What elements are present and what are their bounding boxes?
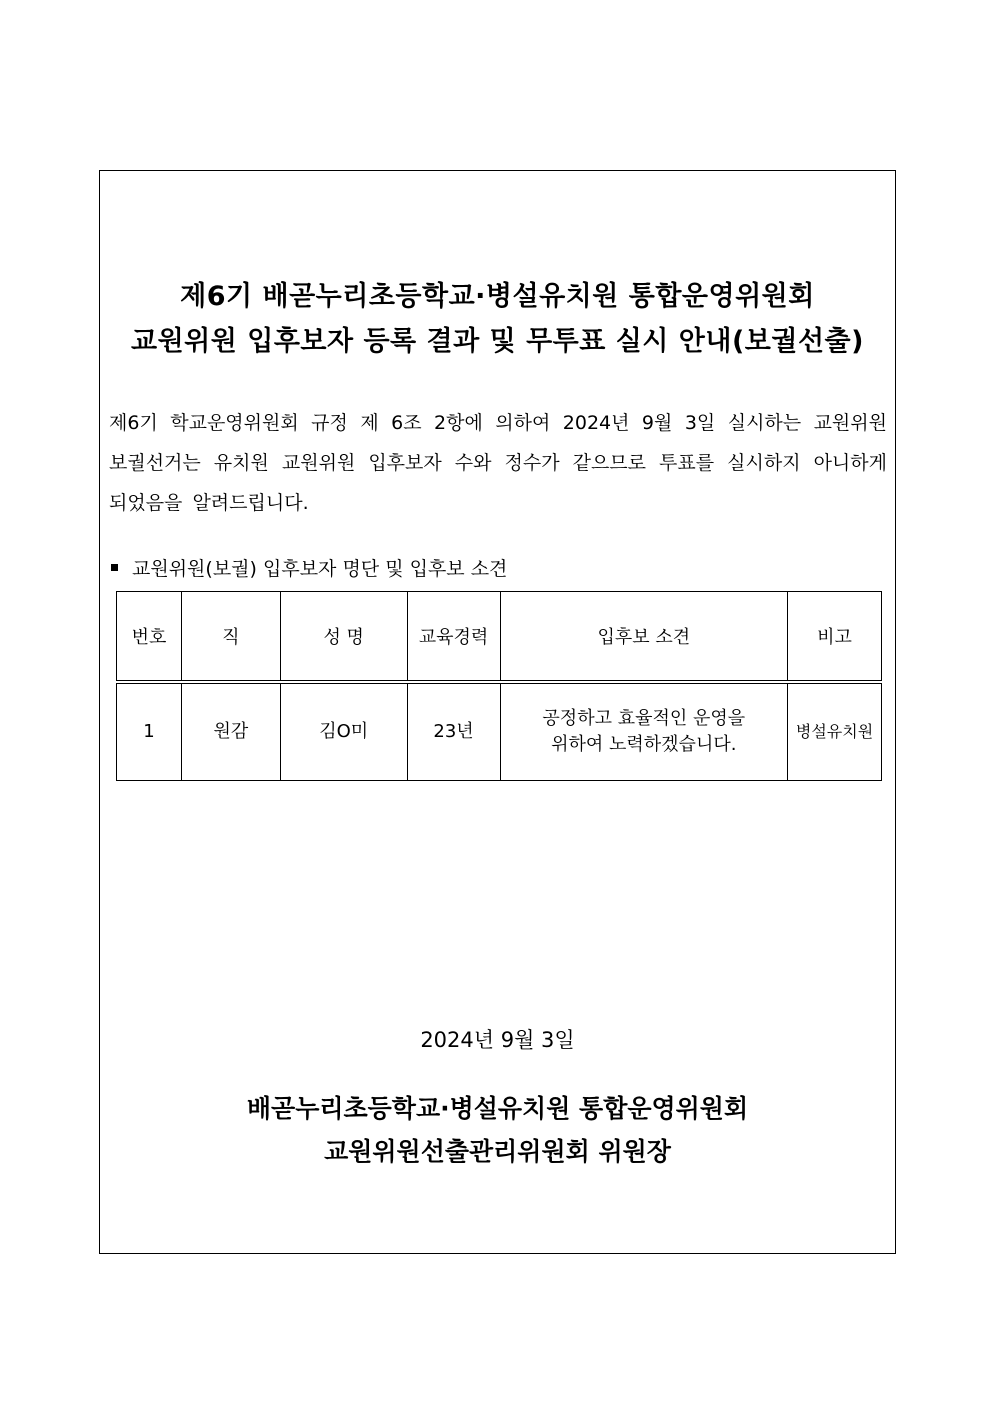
candidate-table <box>116 591 882 781</box>
cell-position: 원감 <box>181 682 280 781</box>
statement-line1: 공정하고 효율적인 운영을 <box>542 708 746 729</box>
table-row <box>117 682 882 781</box>
signature-line2: 교원위원선출관리위원회 위원장 <box>324 1137 671 1166</box>
statement-line2: 위하여 노력하겠습니다. <box>551 734 737 755</box>
square-bullet-icon <box>111 564 118 571</box>
header-name: 성 명 <box>280 592 407 683</box>
header-position: 직 <box>181 592 280 683</box>
cell-no: 1 <box>117 682 182 781</box>
notice-body: 제6기 학교운영위원회 규정 제 6조 2항에 의하여 2024년 9월 3일 실시하는 교원위원 보궐선거는 유치원 교원위원 입후보자 수와 정수가 같으므로 투표를 실시하지 아니하게 되었음을 알려드립니다. <box>109 412 887 514</box>
notice-date: 2024년 9월 3일 <box>420 1028 575 1052</box>
header-no: 번호 <box>117 592 182 683</box>
header-note: 비고 <box>788 592 882 683</box>
cell-career: 23년 <box>407 682 500 781</box>
header-statement: 입후보 소견 <box>500 592 788 683</box>
cell-note: 병설유치원 <box>788 682 882 781</box>
document-title-line1: 제6기 배곧누리초등학교·병설유치원 통합운영위원회 <box>180 281 815 312</box>
section-heading <box>111 554 507 581</box>
header-career: 교육경력 <box>407 592 500 683</box>
signature-line1: 배곧누리초등학교·병설유치원 통합운영위원회 <box>246 1094 749 1123</box>
table-header-row <box>117 592 882 683</box>
document-frame <box>99 170 896 1254</box>
cell-statement <box>500 682 788 781</box>
cell-name: 김O미 <box>280 682 407 781</box>
section-heading-text: 교원위원(보궐) 입후보자 명단 및 입후보 소견 <box>132 558 508 580</box>
document-title-line2: 교원위원 입후보자 등록 결과 및 무투표 실시 안내(보궐선출) <box>131 326 864 357</box>
